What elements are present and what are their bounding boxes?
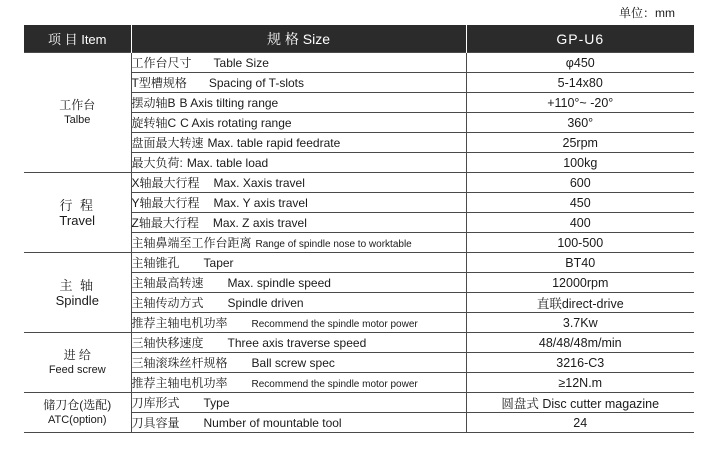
spec-name-cn: 摆动轴B bbox=[131, 96, 176, 110]
spec-name-en: Max. Z axis travel bbox=[212, 216, 307, 230]
spec-name-cn: 主轴锥孔 bbox=[131, 256, 180, 270]
spec-name-en: Ball screw spec bbox=[251, 356, 335, 370]
spec-description bbox=[131, 53, 466, 73]
spec-value: 450 bbox=[466, 193, 694, 213]
table-row bbox=[24, 173, 694, 193]
category-en: Feed screw bbox=[48, 363, 106, 376]
spec-description bbox=[131, 113, 466, 133]
spec-description bbox=[131, 153, 466, 173]
spec-value: ≥12N.m bbox=[466, 373, 694, 393]
spec-name-en: Spacing of T-slots bbox=[208, 76, 305, 90]
spec-value: 3.7Kw bbox=[466, 313, 694, 333]
spec-table bbox=[24, 25, 694, 433]
spec-name-cn: 推荐主轴电机功率 bbox=[131, 316, 228, 330]
table-row bbox=[24, 333, 694, 353]
spec-value: 24 bbox=[466, 413, 694, 433]
category-en: Spindle bbox=[55, 292, 99, 308]
category-cn: 工作台 bbox=[59, 97, 96, 112]
spec-name-en: B Axis tilting range bbox=[179, 96, 279, 110]
spec-name-en: Number of mountable tool bbox=[203, 416, 342, 430]
spec-value: 12000rpm bbox=[466, 273, 694, 293]
spec-value: 直联direct-drive bbox=[466, 293, 694, 313]
spec-description bbox=[131, 373, 466, 393]
spec-name-en: Range of spindle nose to worktable bbox=[255, 239, 412, 250]
table-row bbox=[24, 53, 694, 73]
header-size: 规 格 Size bbox=[131, 25, 466, 53]
category-cn: 行 程 bbox=[59, 197, 96, 213]
spec-value: φ450 bbox=[466, 53, 694, 73]
spec-name-cn: 工作台尺寸 bbox=[131, 56, 192, 70]
spec-value: 3216-C3 bbox=[466, 353, 694, 373]
spec-name-en: Table Size bbox=[213, 56, 269, 70]
spec-name-cn: T型槽规格 bbox=[131, 76, 187, 90]
spec-name-cn: 主轴传动方式 bbox=[131, 296, 204, 310]
spec-name-en: Max. table rapid feedrate bbox=[207, 136, 341, 150]
spec-name-en: Recommend the spindle motor power bbox=[251, 379, 418, 390]
table-row bbox=[24, 393, 694, 413]
spec-name-en: Max. table load bbox=[186, 156, 269, 170]
spec-value: BT40 bbox=[466, 253, 694, 273]
spec-value: 600 bbox=[466, 173, 694, 193]
spec-description bbox=[131, 93, 466, 113]
spec-description bbox=[131, 273, 466, 293]
spec-name-en: Type bbox=[203, 396, 230, 410]
category-cn: 储刀仓(选配) bbox=[43, 397, 112, 412]
spec-description bbox=[131, 233, 466, 253]
spec-value: 100-500 bbox=[466, 233, 694, 253]
table-body bbox=[24, 53, 694, 433]
spec-description bbox=[131, 333, 466, 353]
spec-name-en: Max. spindle speed bbox=[227, 276, 331, 290]
header-item: 项 目 Item bbox=[24, 25, 131, 53]
spec-description bbox=[131, 393, 466, 413]
spec-name-cn: 推荐主轴电机功率 bbox=[131, 376, 228, 390]
table-header bbox=[24, 25, 694, 53]
spec-description bbox=[131, 173, 466, 193]
spec-name-cn: 三轴快移速度 bbox=[131, 336, 204, 350]
spec-description bbox=[131, 353, 466, 373]
spec-name-cn: 最大负荷: bbox=[131, 156, 183, 170]
category-cell bbox=[24, 393, 131, 433]
spec-name-cn: 主轴最高转速 bbox=[131, 276, 204, 290]
category-en: Talbe bbox=[64, 113, 91, 126]
spec-description bbox=[131, 253, 466, 273]
category-en: ATC(option) bbox=[48, 413, 107, 426]
table-row bbox=[24, 253, 694, 273]
spec-value: 100kg bbox=[466, 153, 694, 173]
spec-name-cn: 刀具容量 bbox=[131, 416, 180, 430]
spec-name-en: C Axis rotating range bbox=[180, 116, 292, 130]
spec-value: 5-14x80 bbox=[466, 73, 694, 93]
spec-description bbox=[131, 133, 466, 153]
spec-description bbox=[131, 213, 466, 233]
spec-name-cn: 旋转轴C bbox=[131, 116, 177, 130]
spec-value: +110°~ -20° bbox=[466, 93, 694, 113]
spec-name-cn: Y轴最大行程 bbox=[131, 196, 200, 210]
spec-description bbox=[131, 413, 466, 433]
spec-value: 圆盘式 Disc cutter magazine bbox=[466, 393, 694, 413]
spec-name-cn: 主轴鼻端至工作台距离 bbox=[131, 236, 252, 250]
category-cn: 进 给 bbox=[63, 347, 91, 362]
unit-label: 单位：mm bbox=[619, 6, 675, 20]
spec-name-cn: 刀库形式 bbox=[131, 396, 180, 410]
spec-description bbox=[131, 293, 466, 313]
category-cn: 主 轴 bbox=[59, 277, 96, 293]
spec-value: 400 bbox=[466, 213, 694, 233]
category-cell bbox=[24, 173, 131, 253]
spec-value: 48/48/48m/min bbox=[466, 333, 694, 353]
spec-name-cn: X轴最大行程 bbox=[131, 176, 200, 190]
spec-name-cn: Z轴最大行程 bbox=[131, 216, 199, 230]
category-cell bbox=[24, 253, 131, 333]
spec-name-en: Spindle driven bbox=[227, 296, 304, 310]
category-en: Travel bbox=[59, 212, 96, 228]
spec-name-en: Taper bbox=[203, 256, 234, 270]
spec-value: 25rpm bbox=[466, 133, 694, 153]
category-cell bbox=[24, 53, 131, 173]
spec-description bbox=[131, 313, 466, 333]
spec-description bbox=[131, 73, 466, 93]
spec-name-en: Three axis traverse speed bbox=[227, 336, 367, 350]
spec-name-en: Max. Y axis travel bbox=[213, 196, 308, 210]
category-cell bbox=[24, 333, 131, 393]
spec-description bbox=[131, 193, 466, 213]
spec-value: 360° bbox=[466, 113, 694, 133]
spec-name-cn: 三轴滚珠丝杆规格 bbox=[131, 356, 228, 370]
spec-name-en: Recommend the spindle motor power bbox=[251, 319, 418, 330]
spec-name-en: Max. Xaxis travel bbox=[213, 176, 305, 190]
spec-name-cn: 盘面最大转速 bbox=[131, 136, 204, 150]
header-model: GP-U6 bbox=[466, 25, 694, 53]
